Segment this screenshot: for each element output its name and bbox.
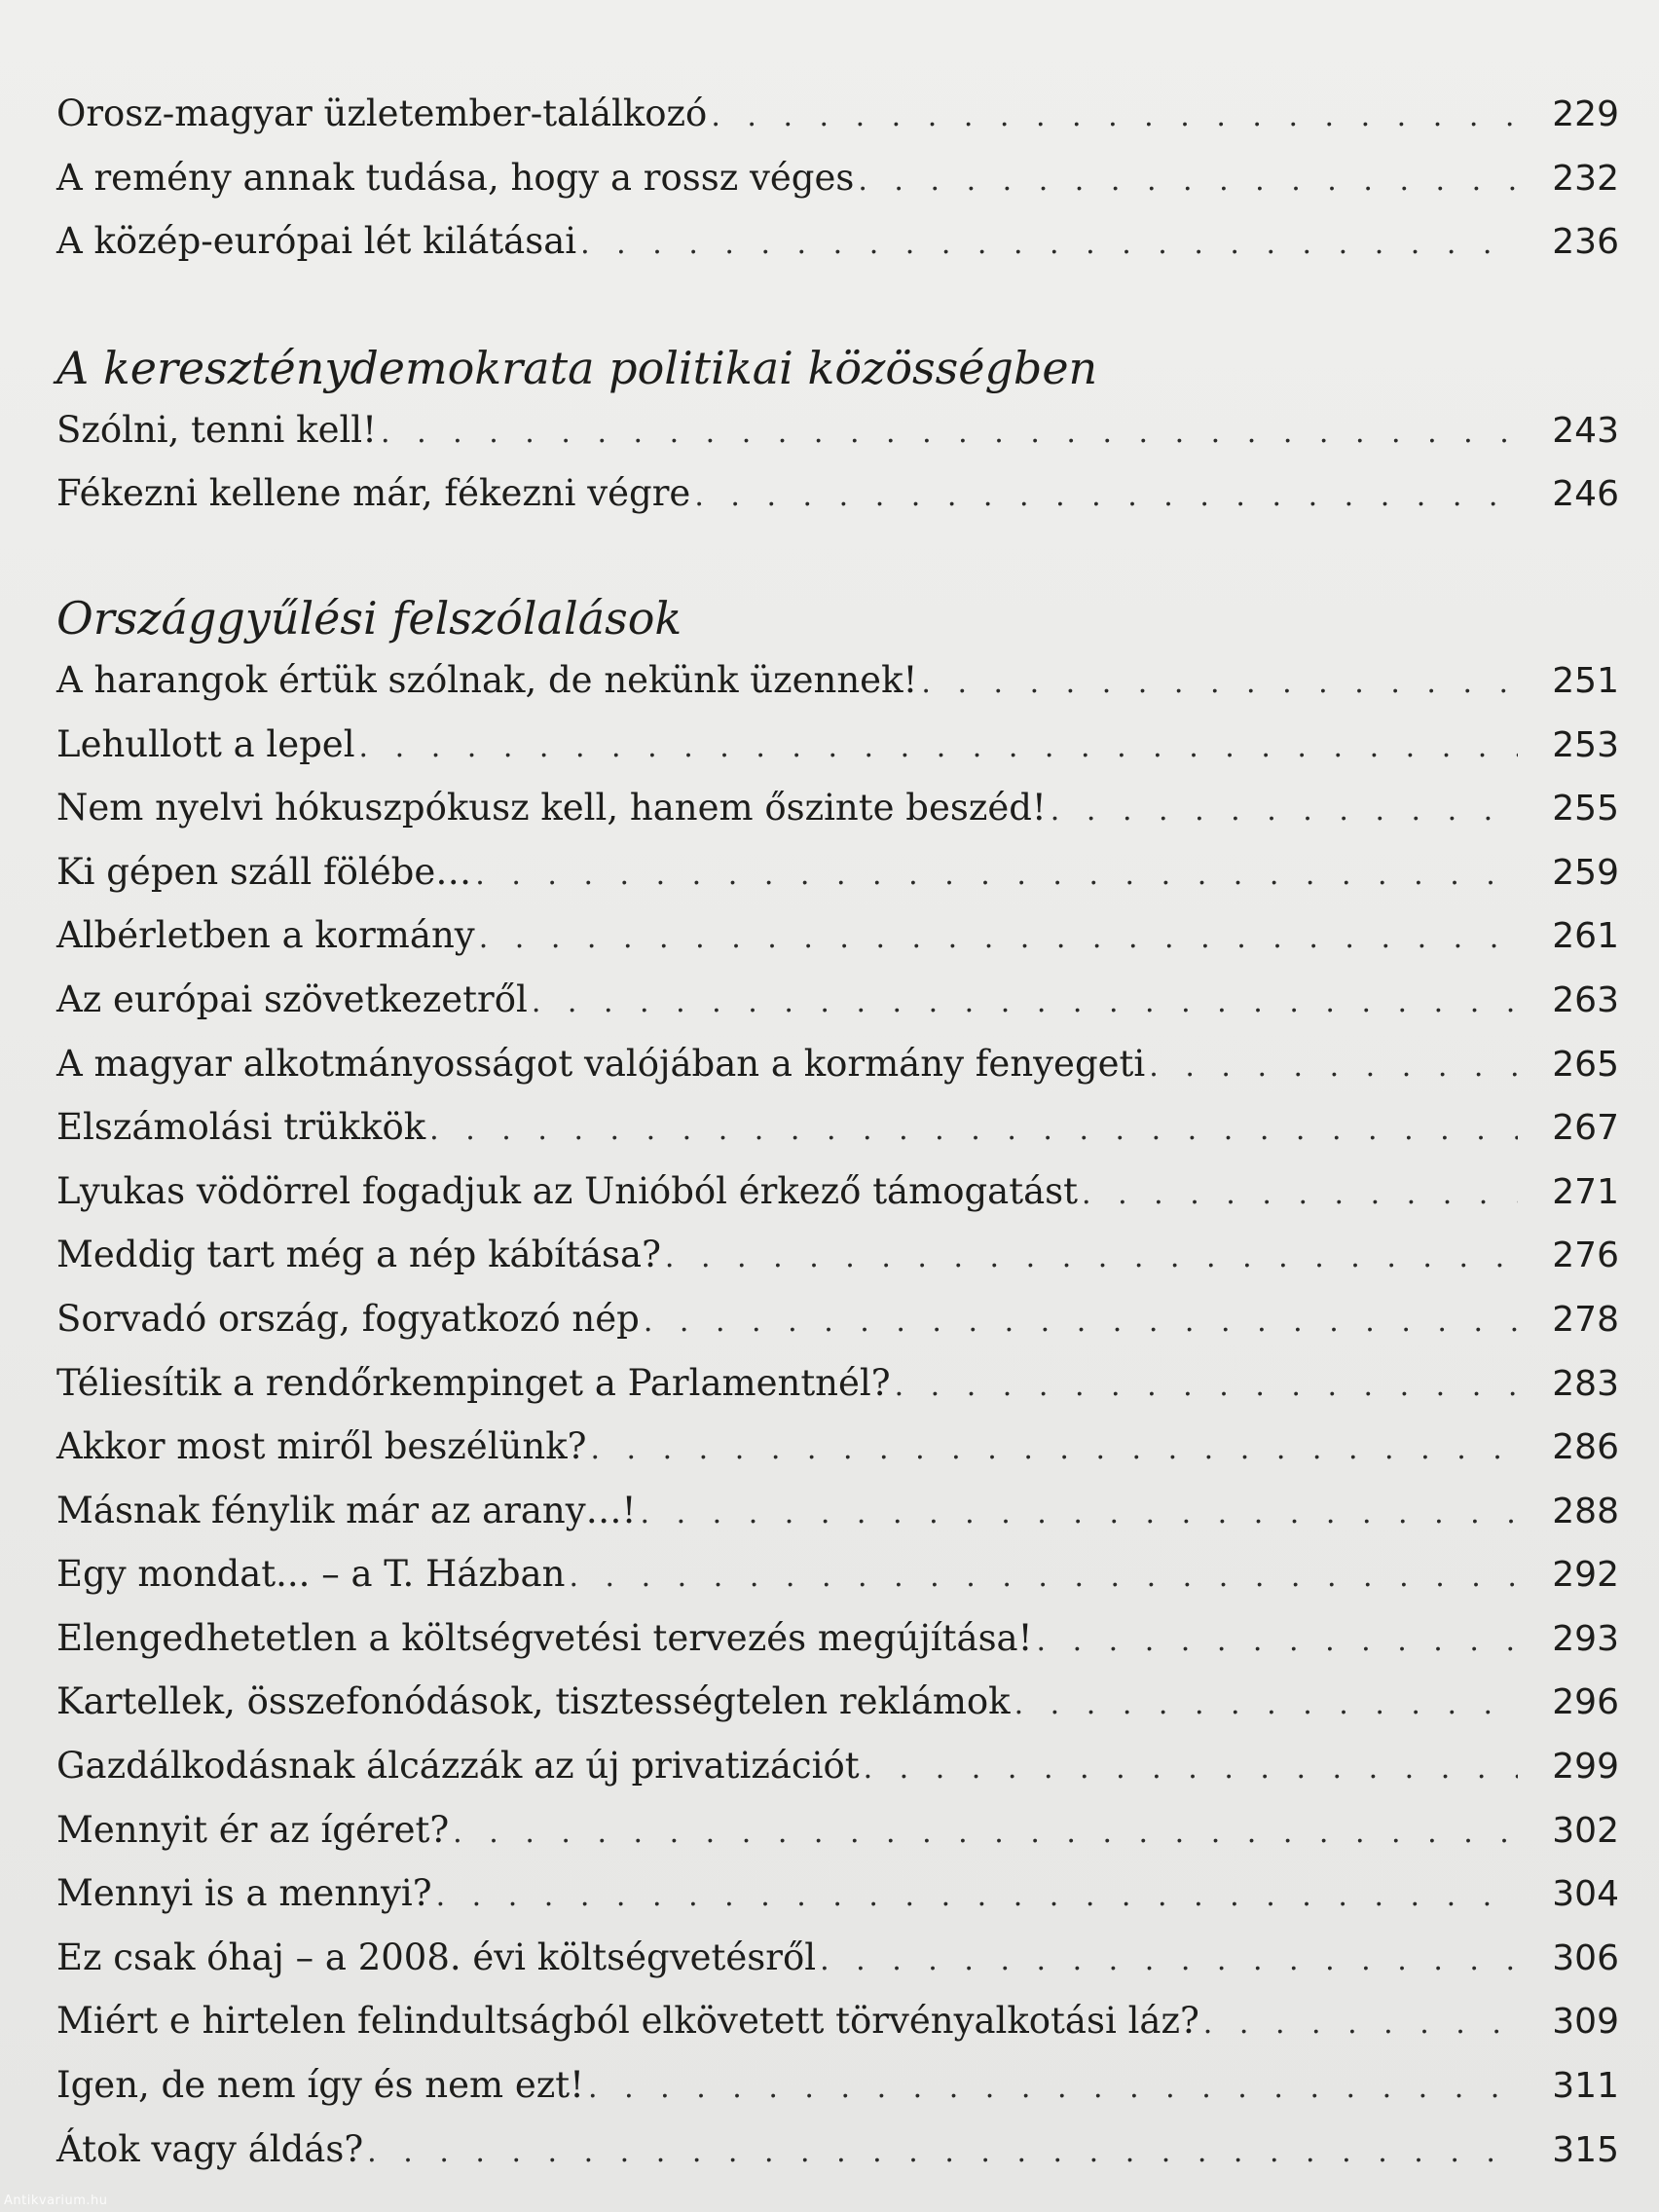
toc-entry-page: 302 — [1552, 1810, 1619, 1851]
toc-entry-page: 246 — [1552, 474, 1619, 515]
dot-leader — [644, 1290, 1518, 1354]
toc-entry-page: 251 — [1552, 660, 1619, 701]
toc-entry-title: Orosz-magyar üzletember-találkozó — [56, 92, 708, 134]
toc-entry-title: A magyar alkotmányosságot valójában a kormány fenyegeti — [56, 1042, 1146, 1085]
toc-entry-title: Elengedhetetlen a költségvetési tervezés megújítása! — [56, 1616, 1033, 1659]
dot-leader — [694, 464, 1518, 529]
section-heading: Országgyűlési felszólalások — [56, 591, 682, 645]
toc-entry — [56, 1989, 1619, 2053]
toc-entry — [56, 1095, 1619, 1160]
toc-entry-page: 263 — [1552, 979, 1619, 1020]
dot-leader — [381, 401, 1518, 465]
dot-leader — [641, 1482, 1519, 1546]
toc-entry-page: 286 — [1552, 1427, 1619, 1468]
toc-entry-title: Lyukas vödörrel fogadjuk az Unióból érkező támogatást — [56, 1169, 1079, 1212]
toc-entry-page: 261 — [1552, 916, 1619, 957]
toc-entry-title: Mennyit ér az ígéret? — [56, 1808, 450, 1851]
toc-entry-title: Lehullott a lepel — [56, 722, 355, 765]
toc-entry-page: 229 — [1552, 94, 1619, 134]
toc-entry — [56, 1479, 1619, 1543]
dot-leader — [1203, 1992, 1518, 2056]
toc-entry-title: Elszámolási trükkök — [56, 1106, 426, 1149]
dot-leader — [569, 1545, 1518, 1609]
toc-entry-page: 299 — [1552, 1747, 1619, 1788]
dot-leader — [1149, 1035, 1518, 1099]
dot-leader — [864, 1737, 1518, 1801]
toc-entry-title: Sorvadó ország, fogyatkozó nép — [56, 1297, 640, 1340]
dot-leader — [895, 1354, 1518, 1419]
toc-entry — [56, 146, 1619, 210]
toc-entry — [56, 1160, 1619, 1224]
toc-entry — [56, 1223, 1619, 1287]
toc-entry — [56, 713, 1619, 777]
toc-entry — [56, 1734, 1619, 1798]
toc-entry-page: 304 — [1552, 1874, 1619, 1915]
toc-entry — [56, 1606, 1619, 1671]
toc-entry-page: 293 — [1552, 1618, 1619, 1659]
dot-leader — [475, 843, 1518, 907]
dot-leader — [479, 906, 1518, 971]
toc-entry-title: Ki gépen száll fölébe… — [56, 850, 472, 893]
dot-leader — [453, 1801, 1518, 1865]
toc-entry — [56, 903, 1619, 968]
toc-entry-page: 296 — [1552, 1682, 1619, 1723]
toc-entry — [56, 840, 1619, 904]
toc-entry-page: 306 — [1552, 1937, 1619, 1978]
dot-leader — [429, 1098, 1518, 1162]
dot-leader — [921, 651, 1518, 716]
toc-entry-page: 271 — [1552, 1171, 1619, 1212]
toc-entry-page: 265 — [1552, 1044, 1619, 1085]
toc-entry-title: A közép-európai lét kilátásai — [56, 220, 577, 263]
toc-entry-page: 278 — [1552, 1299, 1619, 1340]
dot-leader — [436, 1864, 1518, 1929]
dot-leader — [820, 1929, 1518, 1993]
toc-entry-title: Gazdálkodásnak álcázzák az új privatizációt — [56, 1745, 860, 1788]
toc-entry-title: Mennyi is a mennyi? — [56, 1872, 432, 1915]
dot-leader — [1014, 1673, 1518, 1737]
toc-entry — [56, 776, 1619, 840]
toc-entry-page: 232 — [1552, 158, 1619, 199]
toc-entry — [56, 461, 1619, 526]
toc-entry — [56, 648, 1619, 713]
dot-leader — [359, 716, 1518, 780]
toc-entry-title: Igen, de nem így és nem ezt! — [56, 2064, 584, 2107]
toc-entry-page: 309 — [1552, 2002, 1619, 2043]
toc-entry-title: Átok vagy áldás? — [56, 2127, 364, 2170]
toc-entry — [56, 209, 1619, 274]
watermark: Antikvarium.hu — [4, 2194, 108, 2208]
toc-entry-title: Kartellek, összefonódások, tisztességtelen reklámok — [56, 1680, 1011, 1723]
toc-entry-page: 288 — [1552, 1491, 1619, 1531]
section-spacer — [56, 526, 1619, 588]
toc-entry-title: Miért e hirtelen felindultságból elkövetett törvényalkotási láz? — [56, 2000, 1199, 2043]
toc-entry-title: Akkor most miről beszélünk? — [56, 1425, 587, 1468]
dot-leader — [588, 2056, 1518, 2120]
section-spacer — [56, 274, 1619, 338]
toc-entry — [56, 968, 1619, 1032]
toc-entry-page: 255 — [1552, 789, 1619, 830]
toc-entry-title: A harangok értük szólnak, de nekünk üzennek! — [56, 658, 918, 701]
toc-entry — [56, 1415, 1619, 1479]
dot-leader — [580, 212, 1518, 276]
section-entries — [56, 648, 1619, 2181]
dot-leader — [590, 1418, 1518, 1482]
toc-entry — [56, 1542, 1619, 1606]
toc-entry — [56, 82, 1619, 146]
toc-entry-title: Nem nyelvi hókuszpókusz kell, hanem őszinte beszéd! — [56, 787, 1047, 830]
toc-entry-title: Az európai szövetkezetről — [56, 977, 528, 1020]
toc-entry-page: 283 — [1552, 1363, 1619, 1404]
section-heading: A kereszténydemokrata politikai közösségben — [56, 341, 1098, 394]
toc-entry-page: 259 — [1552, 852, 1619, 893]
toc-entry-page: 236 — [1552, 222, 1619, 263]
toc-entry — [56, 398, 1619, 462]
toc-entry — [56, 2118, 1619, 2182]
toc-entry — [56, 1670, 1619, 1734]
dot-leader — [711, 85, 1518, 149]
toc-entry-page: 276 — [1552, 1235, 1619, 1276]
dot-leader — [665, 1226, 1518, 1290]
toc-entry — [56, 2053, 1619, 2118]
toc-entry-title: Másnak fénylik már az arany…! — [56, 1489, 637, 1531]
toc-entry-page: 253 — [1552, 724, 1619, 765]
toc-entry-title: Téliesítik a rendőrkempinget a Parlamentnél? — [56, 1361, 891, 1404]
toc-entry-title: Fékezni kellene már, fékezni végre — [56, 472, 691, 515]
toc-entry-page: 267 — [1552, 1108, 1619, 1149]
toc-entry-title: Albérletben a kormány — [56, 914, 475, 957]
toc-entry-title: Szólni, tenni kell! — [56, 408, 378, 451]
toc-entry — [56, 1287, 1619, 1351]
toc-entry-page: 311 — [1552, 2066, 1619, 2107]
toc-entry — [56, 1862, 1619, 1926]
toc-entry-page: 243 — [1552, 410, 1619, 451]
toc-entry-title: Meddig tart még a nép kábítása? — [56, 1234, 661, 1276]
toc-entry — [56, 1926, 1619, 1990]
toc-entry-title: A remény annak tudása, hogy a rossz véges — [56, 156, 855, 199]
dot-leader — [858, 149, 1518, 213]
table-of-contents — [56, 82, 1619, 2181]
toc-entry — [56, 1032, 1619, 1096]
dot-leader — [1051, 779, 1518, 843]
dot-leader — [1082, 1162, 1518, 1227]
dot-leader — [367, 2120, 1518, 2185]
toc-entry-page: 292 — [1552, 1555, 1619, 1596]
dot-leader — [1037, 1609, 1519, 1674]
toc-entry-title: Ez csak óhaj – a 2008. évi költségvetésről — [56, 1936, 817, 1978]
toc-entry-title: Egy mondat... – a T. Házban — [56, 1553, 566, 1596]
toc-entry-page: 315 — [1552, 2129, 1619, 2170]
toc-entry — [56, 1798, 1619, 1862]
dot-leader — [532, 971, 1518, 1035]
toc-entry — [56, 1351, 1619, 1416]
